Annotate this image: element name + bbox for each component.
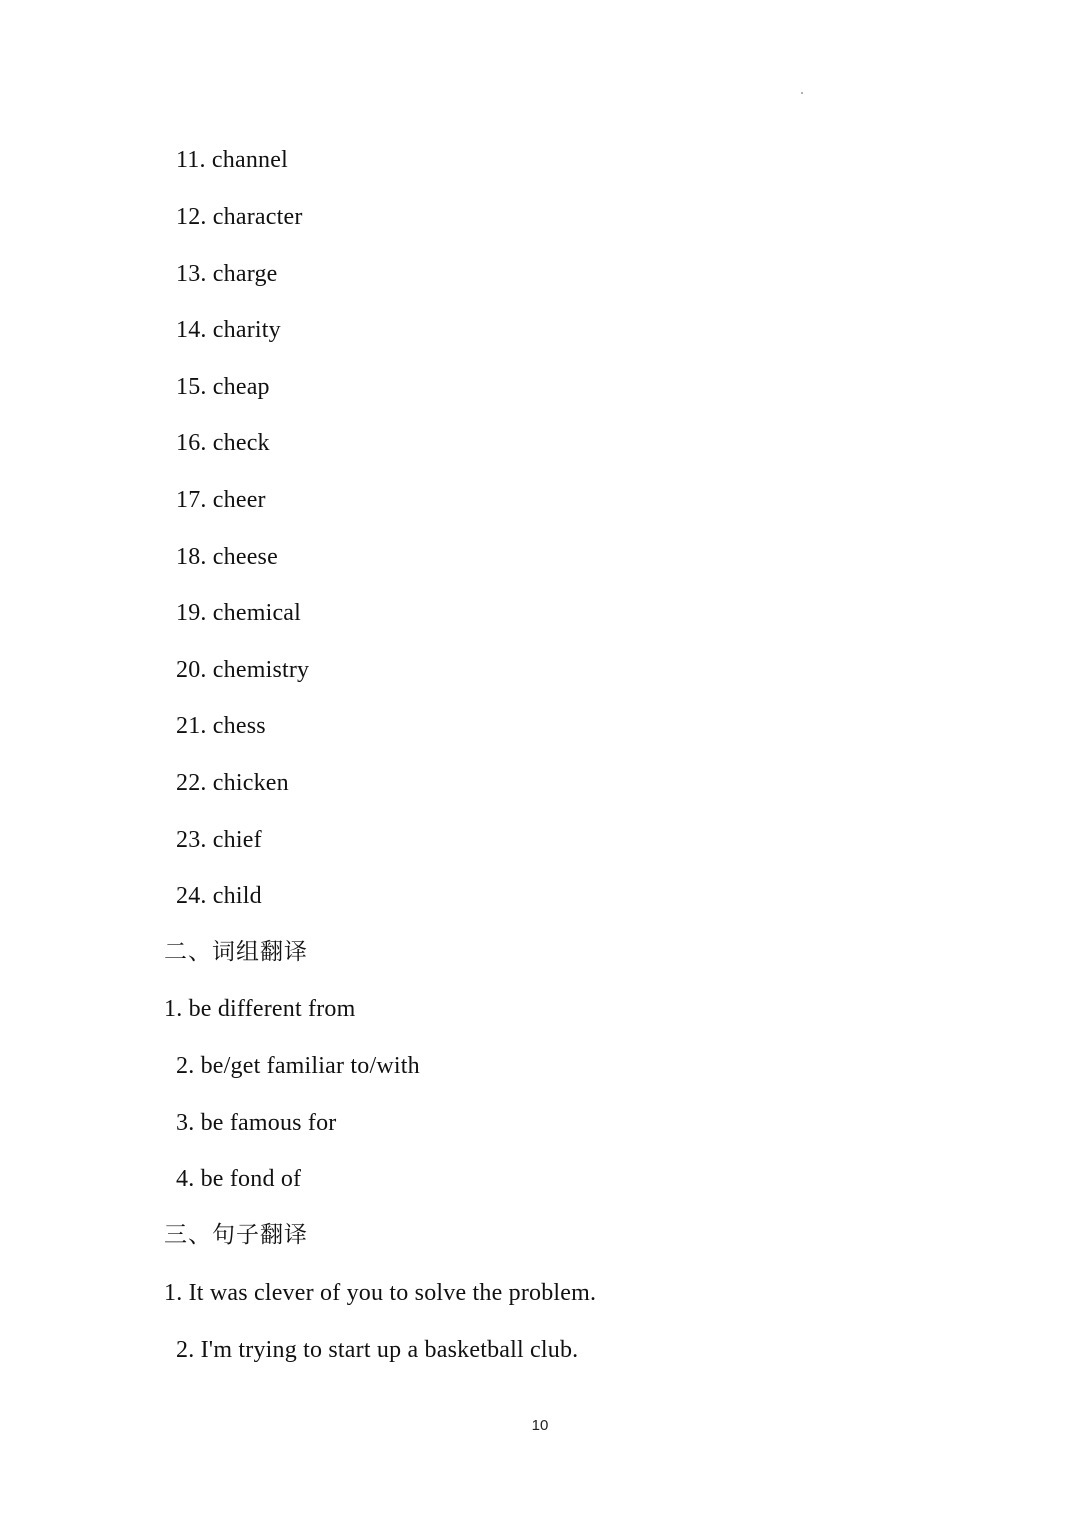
sentence-item: 1. It was clever of you to solve the problem. [164, 1280, 597, 1306]
scan-speck [801, 92, 803, 94]
vocabulary-item: 17. cheer [176, 487, 266, 513]
vocabulary-item: 12. character [176, 204, 303, 230]
vocabulary-item: 24. child [176, 883, 262, 909]
vocabulary-item: 21. chess [176, 713, 266, 739]
vocabulary-item: 14. charity [176, 317, 281, 343]
phrase-item: 1. be different from [164, 996, 356, 1022]
phrase-item: 3. be famous for [176, 1110, 337, 1136]
phrase-item: 4. be fond of [176, 1166, 302, 1192]
vocabulary-item: 20. chemistry [176, 657, 310, 683]
section-heading-sentences: 三、句子翻译 [164, 1222, 308, 1248]
vocabulary-item: 13. charge [176, 261, 278, 287]
phrase-item: 2. be/get familiar to/with [176, 1053, 420, 1079]
vocabulary-item: 11. channel [176, 147, 288, 173]
vocabulary-item: 18. cheese [176, 544, 278, 570]
section-heading-phrases: 二、词组翻译 [164, 939, 308, 965]
vocabulary-item: 23. chief [176, 827, 262, 853]
vocabulary-item: 16. check [176, 430, 270, 456]
page-number: 10 [531, 1417, 549, 1434]
sentence-item: 2. I'm trying to start up a basketball club. [176, 1337, 579, 1363]
vocabulary-item: 15. cheap [176, 374, 270, 400]
vocabulary-item: 19. chemical [176, 600, 302, 626]
vocabulary-item: 22. chicken [176, 770, 289, 796]
